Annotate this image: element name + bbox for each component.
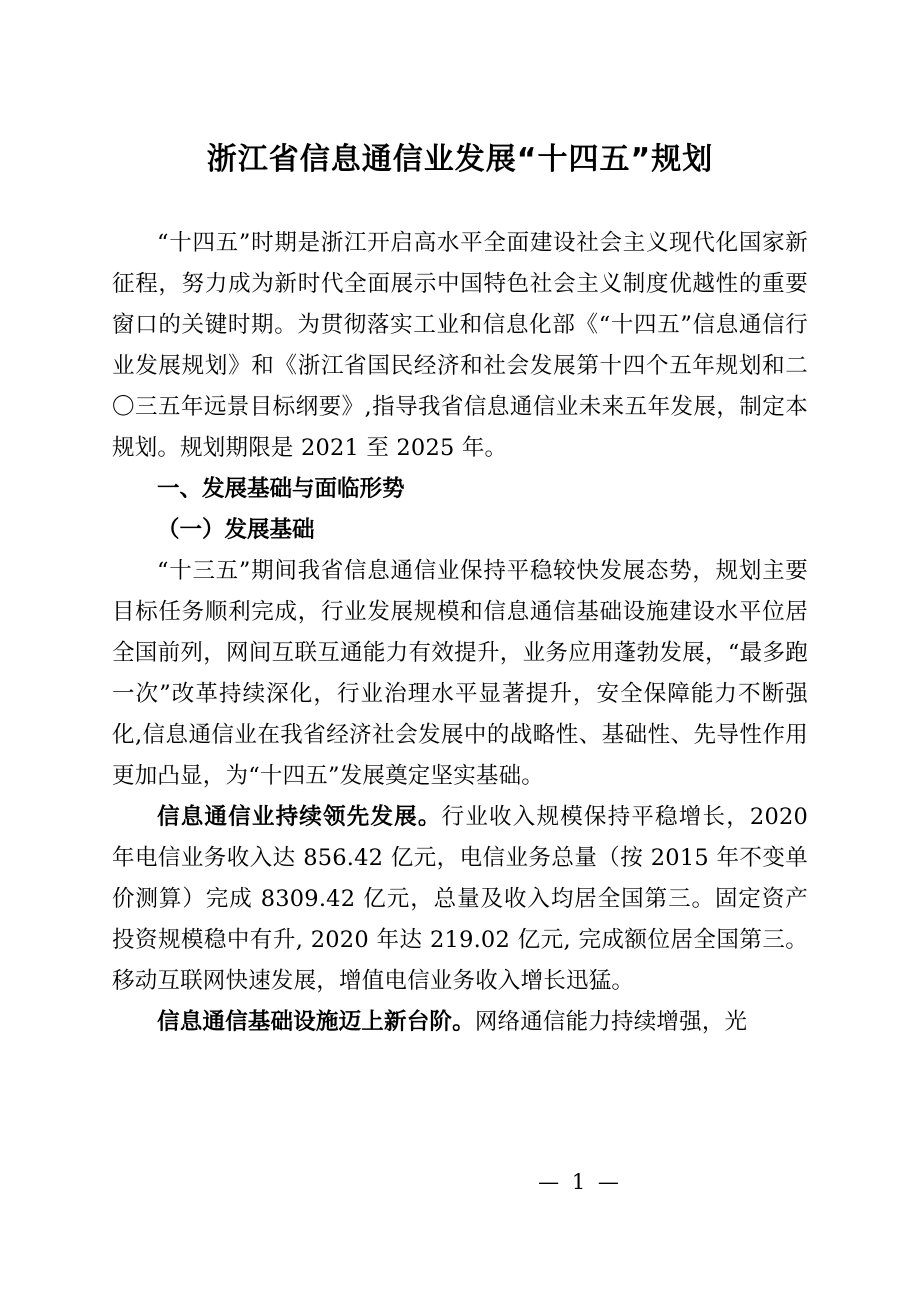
paragraph-text: 网络通信能力持续增强，光 bbox=[474, 1009, 748, 1035]
paragraph-intro: “十四五”时期是浙江开启高水平全面建设社会主义现代化国家新征程，努力成为新时代全面展示中国特色社会主义制度优越性的重要窗口的关键时期。为贯彻落实工业和信息化部《“十四五”信息通信行业发展规划》和《浙江省国民经济和社会发展第十四个五年规划和二〇三五年远景目标纲要》,指导我省信息通信业未来五年发展，制定本规划。规划期限是 2021 至 2025 年。 bbox=[112, 230, 808, 461]
paragraph-lead-in: 信息通信业持续领先发展。 bbox=[157, 804, 442, 830]
page-number bbox=[0, 1170, 920, 1194]
page-title: 浙江省信息通信业发展“十四五”规划 bbox=[206, 142, 714, 177]
section-heading-1: 一、发展基础与面临形势 bbox=[157, 476, 405, 502]
paragraph-lead-in: 信息通信基础设施迈上新台阶。 bbox=[157, 1009, 475, 1035]
paragraph-achievements: “十三五”期间我省信息通信业保持平稳较快发展态势，规划主要目标任务顺利完成，行业发展规模和信息通信基础设施建设水平位居全国前列，网间互联互通能力有效提升，业务应用蓬勃发展，“最多跑一次”改革持续深化，行业治理水平显著提升，安全保障能力不断强化,信息通信业在我省经济社会发展中的战略性、基础性、先导性作用更加凸显，为“十四五”发展奠定坚实基础。 bbox=[112, 558, 808, 789]
paragraph-leading-development bbox=[112, 797, 808, 1002]
section-heading-2: （一）发展基础 bbox=[157, 517, 315, 543]
page-number-label: — 1 — bbox=[538, 1170, 622, 1194]
paragraph-infrastructure bbox=[112, 1002, 808, 1043]
paragraph-text: 行业收入规模保持平稳增长，2020 年电信业务收入达 856.42 亿元，电信业务总量（按 2015 年不变单价测算）完成 8309.42 亿元，总量及收入均居全国第三。固定资产投资规模稳中有升, 2020 年达 219.02 亿元, 完成额位居全国第三。移动互联网快速发展，增值电信业务收入增长迅猛。 bbox=[112, 804, 808, 994]
